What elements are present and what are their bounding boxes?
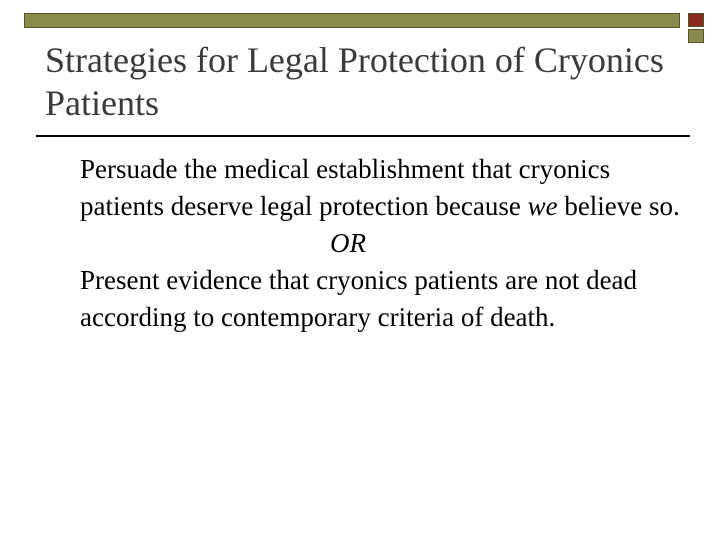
paragraph-persuade — [80, 151, 700, 225]
paragraph1-text: Persuade the medical establishment that cryonics patients deserve legal protection because — [80, 154, 611, 221]
paragraph1-emphasis: we — [527, 191, 558, 221]
decorative-top-bar — [24, 13, 680, 28]
or-separator: OR — [330, 228, 366, 258]
title-divider — [36, 135, 690, 137]
corner-square-olive — [688, 29, 704, 43]
decorative-corner-squares — [688, 13, 706, 43]
paragraph-evidence: Present evidence that cryonics patients are not dead according to contemporary criteria of death. — [80, 265, 638, 332]
slide-body — [80, 151, 700, 336]
corner-square-red — [688, 13, 704, 27]
slide-title: Strategies for Legal Protection of Cryonics Patients — [45, 40, 664, 123]
paragraph1-end: believe so. — [557, 191, 680, 221]
